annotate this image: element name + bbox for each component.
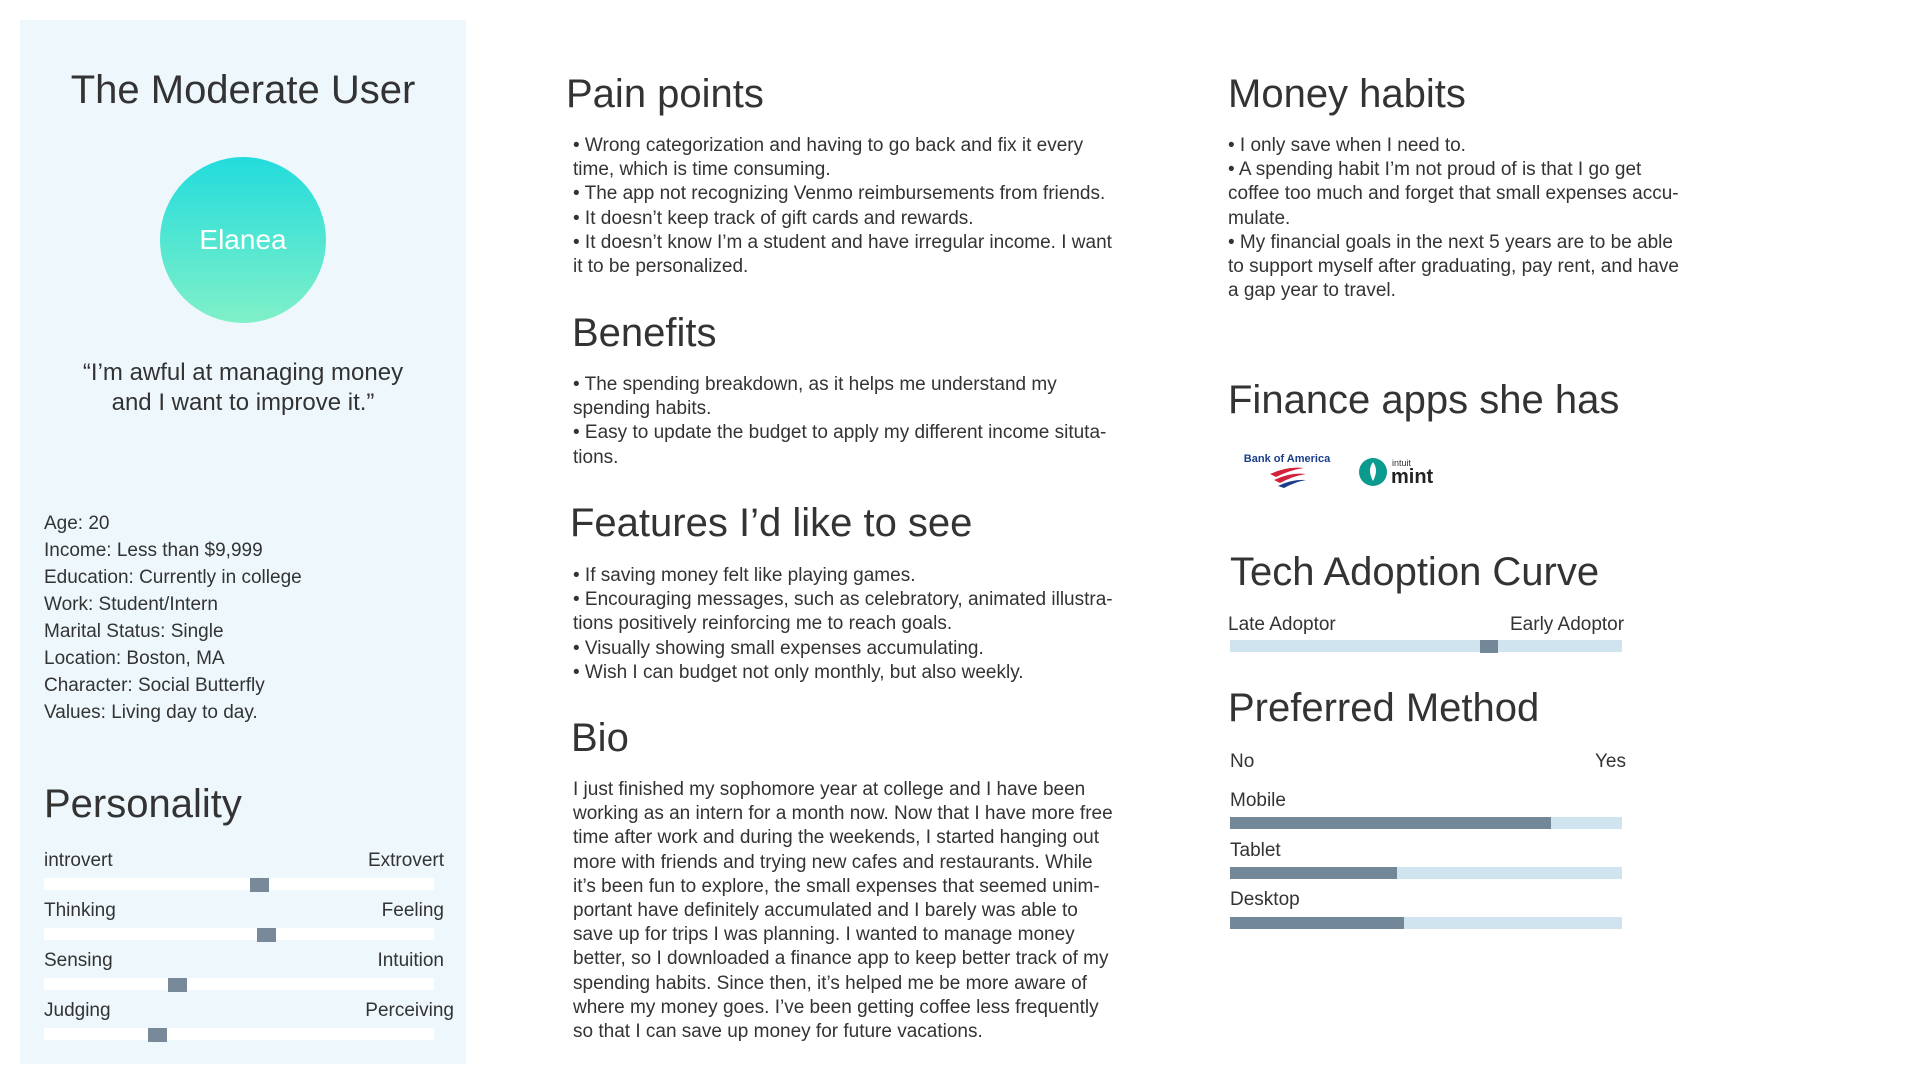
personality-title: Personality bbox=[44, 782, 242, 826]
trait-marker bbox=[257, 928, 276, 942]
pain-point-line: it to be personalized. bbox=[573, 256, 749, 278]
bio-line: portant have definitely accumulated and I barely was able to bbox=[573, 900, 1078, 922]
trait-track bbox=[44, 1028, 434, 1040]
bio-line: so that I can save up money for future vacations. bbox=[573, 1021, 983, 1043]
money-habit-line: • I only save when I need to. bbox=[1228, 135, 1466, 156]
no-label: No bbox=[1230, 751, 1255, 772]
tech-adoption-title: Tech Adoption Curve bbox=[1230, 550, 1600, 594]
feature-line: • Encouraging messages, such as celebratory, animated illustra- bbox=[573, 589, 1113, 611]
trait-track bbox=[44, 878, 434, 890]
trait-judging-perceiving bbox=[44, 1000, 454, 1046]
avatar-name: Elanea bbox=[199, 224, 287, 255]
features-title: Features I’d like to see bbox=[570, 501, 973, 545]
bio-line: working as an intern for a month now. Now that I have more free bbox=[573, 803, 1113, 825]
bio-line: time after work and during the weekends, I started hanging out bbox=[573, 827, 1099, 849]
money-habit-line: a gap year to travel. bbox=[1228, 280, 1396, 302]
pain-point-line: • The app not recognizing Venmo reimbursements from friends. bbox=[573, 183, 1106, 205]
trait-track bbox=[44, 978, 434, 990]
persona-quote bbox=[60, 358, 426, 418]
quote-line: and I want to improve it.” bbox=[111, 389, 375, 416]
money-habit-line: • A spending habit I’m not proud of is that I go get bbox=[1228, 159, 1642, 181]
method-label-tablet: Tablet bbox=[1230, 840, 1281, 861]
bank-of-america-logo bbox=[1240, 450, 1335, 490]
fact-income: Income: Less than $9,999 bbox=[44, 540, 263, 561]
persona-sidebar bbox=[20, 20, 466, 1064]
finance-apps-title: Finance apps she has bbox=[1228, 378, 1620, 422]
bio-line: spending habits. Since then, it’s helped me be more aware of bbox=[573, 972, 1088, 994]
benefits-body bbox=[573, 373, 1106, 470]
yes-label: Yes bbox=[1595, 751, 1626, 772]
pain-point-line: • It doesn’t know I’m a student and have irregular income. I want bbox=[573, 231, 1112, 253]
persona-facts bbox=[44, 510, 302, 726]
tech-adoption-track bbox=[1230, 640, 1622, 652]
feature-line: • Wish I can budget not only monthly, but also weekly. bbox=[573, 661, 1024, 683]
money-habit-line: mulate. bbox=[1228, 207, 1291, 229]
fact-values: Values: Living day to day. bbox=[44, 702, 258, 723]
quote-line: “I’m awful at managing money bbox=[82, 359, 404, 386]
trait-left-label: Thinking bbox=[44, 900, 116, 921]
feature-line: • If saving money felt like playing games. bbox=[573, 565, 916, 586]
trait-thinking-feeling bbox=[44, 900, 444, 946]
persona-title: The Moderate User bbox=[70, 68, 416, 112]
trait-marker bbox=[250, 878, 269, 892]
early-adoptor-label: Early Adoptor bbox=[1510, 614, 1625, 635]
benefit-line: • Easy to update the budget to apply my different income situta- bbox=[573, 422, 1107, 444]
trait-marker bbox=[148, 1028, 167, 1042]
bank-of-america-logo-text: Bank of America bbox=[1243, 453, 1331, 465]
fact-age: Age: 20 bbox=[44, 513, 110, 534]
fact-location: Location: Boston, MA bbox=[44, 648, 225, 669]
bio-line: save up for trips I was planning. I wanted to manage money bbox=[573, 924, 1075, 946]
fact-marital-status: Marital Status: Single bbox=[44, 621, 224, 642]
money-habit-line: to support myself after graduating, pay rent, and have bbox=[1228, 256, 1679, 278]
benefit-line: tions. bbox=[573, 446, 619, 468]
trait-right-label: Extrovert bbox=[367, 850, 444, 871]
money-habits-title: Money habits bbox=[1228, 72, 1466, 116]
bio-body bbox=[573, 778, 1113, 1044]
pain-point-line: time, which is time consuming. bbox=[573, 159, 831, 181]
trait-sensing-intuition bbox=[44, 950, 444, 996]
bio-line: it’s been fun to explore, the small expenses that seemed unim- bbox=[573, 875, 1100, 897]
mint-logo-text: mint bbox=[1391, 466, 1434, 488]
trait-left-label: introvert bbox=[44, 850, 113, 871]
fact-character: Character: Social Butterfly bbox=[44, 675, 265, 696]
trait-right-label: Feeling bbox=[381, 900, 444, 921]
feature-line: tions positively reinforcing me to reach goals. bbox=[573, 613, 953, 635]
avatar bbox=[160, 157, 326, 323]
trait-left-label: Judging bbox=[44, 1000, 111, 1021]
pain-points-title: Pain points bbox=[566, 72, 764, 116]
benefit-line: • The spending breakdown, as it helps me understand my bbox=[573, 374, 1057, 395]
trait-right-label: Perceiving bbox=[365, 1000, 454, 1021]
bio-title: Bio bbox=[571, 716, 629, 760]
money-habit-line: • My financial goals in the next 5 years are to be able bbox=[1228, 231, 1673, 253]
features-body bbox=[573, 564, 1113, 685]
bio-line: better, so I downloaded a finance app to keep better track of my bbox=[573, 948, 1109, 970]
method-label-mobile: Mobile bbox=[1230, 790, 1286, 811]
benefits-title: Benefits bbox=[572, 311, 717, 355]
pain-points-body bbox=[573, 134, 1112, 279]
mint-logo-small-text: intuit bbox=[1392, 458, 1412, 468]
trait-right-label: Intuition bbox=[377, 950, 444, 971]
benefit-line: spending habits. bbox=[573, 398, 712, 420]
feature-line: • Visually showing small expenses accumulating. bbox=[573, 637, 984, 659]
method-fill-tablet bbox=[1230, 867, 1397, 879]
fact-work: Work: Student/Intern bbox=[44, 594, 218, 615]
pain-point-line: • Wrong categorization and having to go back and fix it every bbox=[573, 135, 1084, 156]
method-fill-desktop bbox=[1230, 917, 1404, 929]
bio-line: I just finished my sophomore year at college and I have been bbox=[573, 779, 1086, 800]
money-habit-line: coffee too much and forget that small expenses accu- bbox=[1228, 183, 1679, 205]
late-adoptor-label: Late Adoptor bbox=[1228, 614, 1336, 635]
method-fill-mobile bbox=[1230, 817, 1551, 829]
pain-point-line: • It doesn’t keep track of gift cards and rewards. bbox=[573, 207, 974, 229]
fact-education: Education: Currently in college bbox=[44, 567, 302, 588]
trait-track bbox=[44, 928, 434, 940]
mint-logo bbox=[1357, 450, 1457, 490]
bio-line: where my money goes. I’ve been getting coffee less frequently bbox=[573, 996, 1099, 1018]
method-label-desktop: Desktop bbox=[1230, 889, 1300, 910]
trait-marker bbox=[168, 978, 187, 992]
trait-introvert-extrovert bbox=[44, 850, 444, 896]
preferred-method-title: Preferred Method bbox=[1228, 686, 1540, 730]
tech-adoption-marker bbox=[1480, 640, 1498, 653]
bio-line: more with friends and trying new cafes and restaurants. While bbox=[573, 851, 1093, 873]
trait-left-label: Sensing bbox=[44, 950, 113, 971]
money-habits-body bbox=[1228, 134, 1679, 303]
